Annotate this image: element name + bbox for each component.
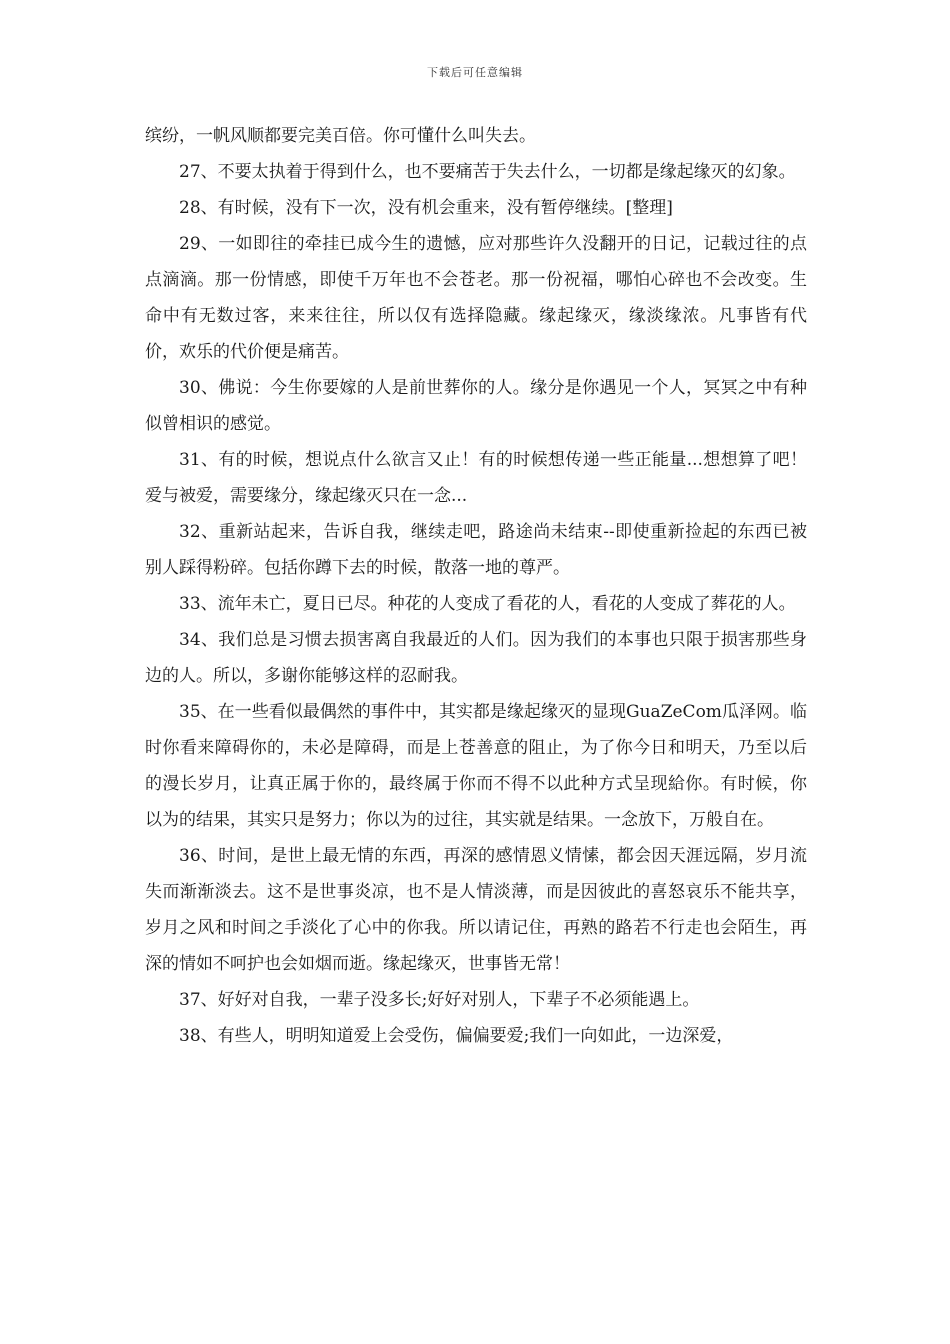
paragraph-36: 36、时间，是世上最无情的东西，再深的感情恩义情愫，都会因天涯远隔，岁月流失而渐渐淡去。这不是世事炎凉，也不是人情淡薄，而是因彼此的喜怒哀乐不能共享，岁月之风和时间之手淡化了心中的你我。所以请记住，再熟的路若不行走也会陌生，再深的情如不呵护也会如烟而逝。缘起缘灭，世事皆无常！ xyxy=(145,846,807,974)
paragraph-30: 30、佛说：今生你要嫁的人是前世葬你的人。缘分是你遇见一个人，冥冥之中有种似曾相识的感觉。 xyxy=(145,378,807,434)
paragraph-35: 35、在一些看似最偶然的事件中，其实都是缘起缘灭的显现GuaZeCom瓜泽网。临时你看来障碍你的，未必是障碍，而是上苍善意的阻止，为了你今日和明天，乃至以后的漫长岁月，让真正属于你的，最终属于你而不得不以此种方式呈现給你。有时候，你以为的结果，其实只是努力；你以为的过往，其实就是结果。一念放下，万般自在。 xyxy=(145,702,807,830)
paragraph-29: 29、一如即往的牵挂已成今生的遗憾，应对那些许久没翻开的日记，记载过往的点点滴滴。那一份情感，即使千万年也不会苍老。那一份祝福，哪怕心碎也不会改变。生命中有无数过客，来来往往，所以仅有选择隐藏。缘起缘灭，缘淡缘浓。凡事皆有代价，欢乐的代价便是痛苦。 xyxy=(145,234,807,362)
paragraph-37: 37、好好对自我，一辈子没多长;好好对别人，下辈子不必须能遇上。 xyxy=(179,990,700,1010)
paragraph-continuation: 缤纷，一帆风顺都要完美百倍。你可懂什么叫失去。 xyxy=(145,126,536,146)
page-header: 下载后可任意编辑 xyxy=(427,66,523,79)
paragraph-27: 27、不要太执着于得到什么，也不要痛苦于失去什么，一切都是缘起缘灭的幻象。 xyxy=(179,162,796,182)
paragraph-31: 31、有的时候，想说点什么欲言又止！有的时候想传递一些正能量...想想算了吧！爱与被爱，需要缘分，缘起缘灭只在一念... xyxy=(145,450,807,506)
paragraph-28: 28、有时候，没有下一次，没有机会重来，没有暂停继续。[整理] xyxy=(179,198,673,218)
paragraph-32: 32、重新站起来，告诉自我，继续走吧，路途尚未结束--即使重新捡起的东西已被别人踩得粉碎。包括你蹲下去的时候，散落一地的尊严。 xyxy=(145,522,807,578)
paragraph-33: 33、流年未亡，夏日已尽。种花的人变成了看花的人，看花的人变成了葬花的人。 xyxy=(179,594,796,614)
document-body xyxy=(145,118,807,1054)
paragraph-38: 38、有些人，明明知道爱上会受伤，偏偏要爱;我们一向如此，一边深爱， xyxy=(179,1026,734,1046)
paragraph-34: 34、我们总是习惯去损害离自我最近的人们。因为我们的本事也只限于损害那些身边的人。所以，多谢你能够这样的忍耐我。 xyxy=(145,630,807,686)
